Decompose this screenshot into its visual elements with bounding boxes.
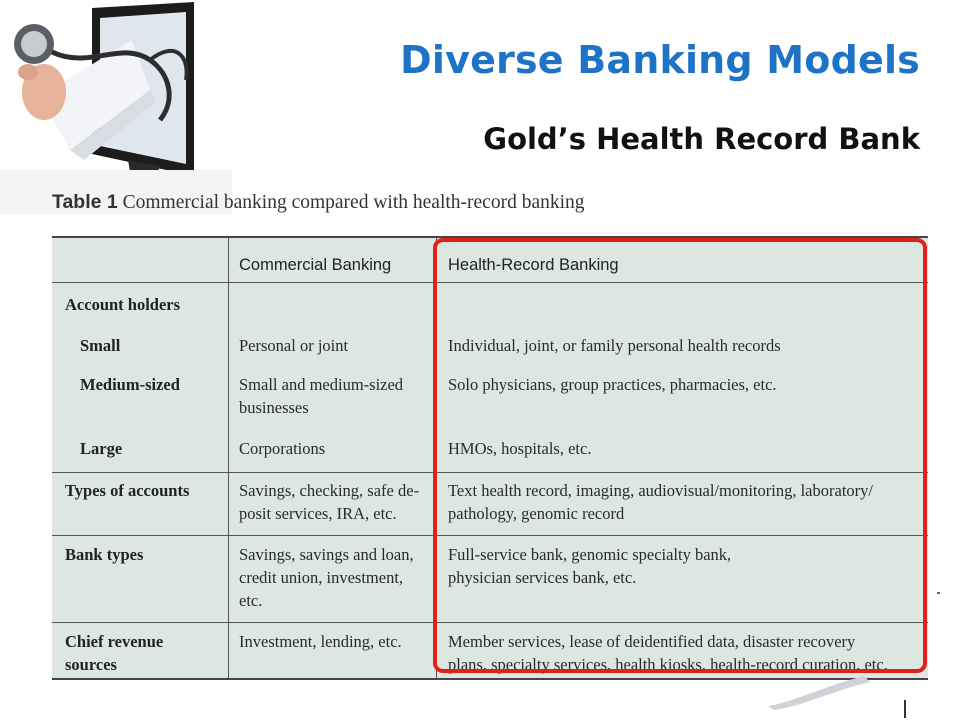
cell-types-commercial-line1: Savings, checking, safe de-: [239, 481, 420, 500]
cell-types-commercial-line2: posit services, IRA, etc.: [239, 504, 397, 523]
monitor-stethoscope-illustration: [0, 0, 232, 214]
highlight-box-health-record-banking: [433, 238, 927, 673]
caption-label: Table 1: [52, 191, 118, 213]
corner-mark: [904, 700, 906, 718]
cell-revenue-health-line1: Member services, lease of deidentified data, disaster recovery: [448, 632, 856, 651]
cell-medium-commercial-line2: businesses: [239, 398, 309, 417]
column-divider: [228, 238, 229, 678]
swoosh-decoration: [764, 672, 874, 712]
header-commercial: Commercial Banking: [239, 256, 392, 274]
cell-types-health-line1: Text health record, imaging, audiovisual/monitoring, laboratory/: [448, 481, 873, 500]
slide-title: Diverse Banking Models: [400, 38, 920, 82]
row-label-revenue-line1: Chief revenue: [65, 632, 164, 651]
row-label-bank-types: Bank types: [65, 545, 144, 564]
row-label-account-holders: Account holders: [65, 295, 181, 314]
row-label-large: Large: [80, 439, 123, 458]
stray-dot: [937, 592, 940, 594]
cell-large-health: HMOs, hospitals, etc.: [448, 439, 592, 458]
cell-bank-types-commercial-line1: Savings, savings and loan,: [239, 545, 414, 564]
cell-bank-types-commercial-line2: credit union, investment,: [239, 568, 404, 587]
row-label-revenue-line2: sources: [65, 655, 117, 674]
row-label-small: Small: [80, 336, 121, 355]
header-health: Health-Record Banking: [448, 256, 619, 274]
cell-large-commercial: Corporations: [239, 439, 326, 458]
table-caption: [52, 191, 585, 214]
cell-small-commercial: Personal or joint: [239, 336, 349, 355]
cell-types-health-line2: pathology, genomic record: [448, 504, 625, 523]
slide-subtitle: Gold’s Health Record Bank: [483, 122, 920, 156]
cell-revenue-health-line2: plans, specialty services, health kiosks, health-record curation, etc.: [448, 655, 888, 674]
cell-medium-health: Solo physicians, group practices, pharmacies, etc.: [448, 375, 777, 394]
cell-bank-types-health-line1: Full-service bank, genomic specialty bank,: [448, 545, 732, 564]
row-label-types: Types of accounts: [65, 481, 190, 500]
cell-bank-types-commercial-line3: etc.: [239, 591, 263, 610]
cell-revenue-commercial: Investment, lending, etc.: [239, 632, 402, 651]
cell-small-health: Individual, joint, or family personal health records: [448, 336, 781, 355]
row-label-medium: Medium-sized: [80, 375, 180, 394]
cell-bank-types-health-line2: physician services bank, etc.: [448, 568, 637, 587]
cell-medium-commercial-line1: Small and medium-sized: [239, 375, 404, 394]
caption-text: Commercial banking compared with health-record banking: [122, 192, 585, 213]
